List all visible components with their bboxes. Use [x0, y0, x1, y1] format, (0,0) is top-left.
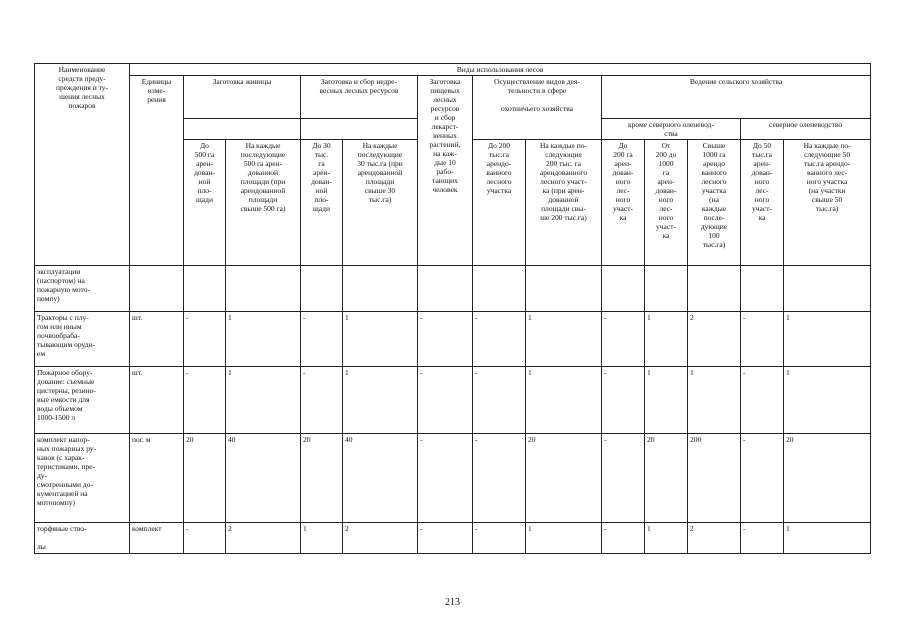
- cell: -: [301, 367, 343, 434]
- row-name: Пожарное обору- дование: съемные цистерны, резино- вые емкости для воды объемом 1000-1500 л: [35, 367, 130, 434]
- sub-header: Свыше 1000 га арендо ванного лесного участка (на каждые после- дующие 100 тыс.га): [688, 140, 741, 266]
- sub-header: До 50 тыс.га арен- дован- ного лес- ного участ- ка: [741, 140, 784, 266]
- table-row: [35, 367, 871, 434]
- table-row: [35, 266, 871, 312]
- cell: -: [184, 367, 226, 434]
- cell: -: [473, 312, 526, 367]
- cell: 1: [343, 312, 418, 367]
- cell: 2: [688, 523, 741, 554]
- cell: -: [741, 312, 784, 367]
- sub-header: На каждые по- следующие 50 тыс.га арендо- ванного лес- ного участка (на участки свыше 50 тыс.га): [784, 140, 871, 266]
- cell: 1: [688, 367, 741, 434]
- cell: 1: [645, 312, 688, 367]
- sub-header: На каждые последующие 500 га арен- дованной площади (при арендованной площади свыше 500 га): [226, 140, 301, 266]
- header-timber: Заготовка живицы: [184, 76, 301, 119]
- row-name: Тракторы с плу- гом или иным почвообраба- тывающим оруди- ем: [35, 312, 130, 367]
- header-medicinal: Заготовка пищевых лесных ресурсов и сбор лекарст- венных растений, на каж- дые 10 рабо- тающих человек: [418, 76, 473, 266]
- cell: -: [418, 312, 473, 367]
- sub-header: На каждые по- следующие 200 тыс. га арендованного лесного участ- ка (при арен- дованной площади свы- ше 200 тыс.га): [526, 140, 602, 266]
- cell: 1: [645, 523, 688, 554]
- cell: 2: [343, 523, 418, 554]
- row-unit: [130, 266, 184, 312]
- header-agri-nonnorth: кроме северного оленевод- ства: [602, 119, 741, 140]
- table-row: [35, 312, 871, 367]
- sub-header: До 30 тыс. га арен- дован- ной пло- щади: [301, 140, 343, 266]
- sub-header: До 200 тыс.га арендо- ванного лесного участка: [473, 140, 526, 266]
- cell: -: [184, 523, 226, 554]
- cell: -: [473, 434, 526, 523]
- cell: -: [741, 523, 784, 554]
- page-number: 213: [445, 597, 460, 608]
- header-blank-timber: [184, 119, 301, 140]
- cell: -: [184, 312, 226, 367]
- cell: 40: [343, 434, 418, 523]
- cell: -: [418, 434, 473, 523]
- header-agri-north: северное оленеводство: [741, 119, 871, 140]
- cell: 1: [784, 523, 871, 554]
- sub-header: До 500 га арен- дован- ной пло- щади: [184, 140, 226, 266]
- row-unit: шт.: [130, 312, 184, 367]
- cell: 1: [645, 367, 688, 434]
- cell: 200: [688, 434, 741, 523]
- cell: -: [418, 523, 473, 554]
- cell: 2: [226, 523, 301, 554]
- cell: 20: [301, 434, 343, 523]
- table-row: [35, 523, 871, 554]
- cell: -: [602, 312, 645, 367]
- cell: 1: [226, 312, 301, 367]
- cell: 1: [784, 312, 871, 367]
- cell: 40: [226, 434, 301, 523]
- cell: 20: [645, 434, 688, 523]
- cell: -: [602, 434, 645, 523]
- cell: 20: [184, 434, 226, 523]
- header-name: Наименование средств преду- преждения и ту- шения лесных пожаров: [35, 64, 130, 266]
- cell: 1: [301, 523, 343, 554]
- row-unit: комплект: [130, 523, 184, 554]
- cell: -: [741, 367, 784, 434]
- row-name: торфяные ство- лы: [35, 523, 130, 554]
- cell: -: [473, 367, 526, 434]
- cell: 20: [526, 434, 602, 523]
- cell: 1: [343, 367, 418, 434]
- row-unit: шт.: [130, 367, 184, 434]
- sub-header: На каждые последующие 30 тыс.га (при арендованной площади свыше 30 тыс.га): [343, 140, 418, 266]
- header-units: Единицы изме- рения: [130, 76, 184, 266]
- cell: -: [602, 367, 645, 434]
- sub-header: До 200 га арен- дован- ного лес- ного участ- ка: [602, 140, 645, 266]
- cell: 1: [226, 367, 301, 434]
- sub-header: От 200 до 1000 га арен- дован- ного лес- ного участ- ка: [645, 140, 688, 266]
- cell: -: [301, 312, 343, 367]
- cell: 2: [688, 312, 741, 367]
- cell: 20: [784, 434, 871, 523]
- row-unit: пог. м: [130, 434, 184, 523]
- cell: -: [473, 523, 526, 554]
- header-group-title: Виды использования лесов: [130, 64, 871, 76]
- cell: -: [418, 367, 473, 434]
- cell: 1: [526, 312, 602, 367]
- header-blank-nontimber: [301, 119, 418, 140]
- header-nontimber: Заготовка и сбор недре- весных лесных ресурсов: [301, 76, 418, 119]
- row-name: эксплуатации (паспортом) на пожарную мото- помпу): [35, 266, 130, 312]
- cell: 1: [526, 367, 602, 434]
- table-row: [35, 434, 871, 523]
- header-agriculture: Ведение сельского хозяйства: [602, 76, 871, 119]
- fire-equipment-table: [34, 63, 871, 554]
- header-hunting: Осуществление видов дея- тельности в сфере охотничьего хозяйства: [473, 76, 602, 140]
- cell: -: [741, 434, 784, 523]
- cell: 1: [526, 523, 602, 554]
- cell: 1: [784, 367, 871, 434]
- cell: -: [602, 523, 645, 554]
- row-name: комплект напор- ных пожарных ру- кавов (с харак- теристиками, пре- ду- смотренными до- кументацией на мотопомпу): [35, 434, 130, 523]
